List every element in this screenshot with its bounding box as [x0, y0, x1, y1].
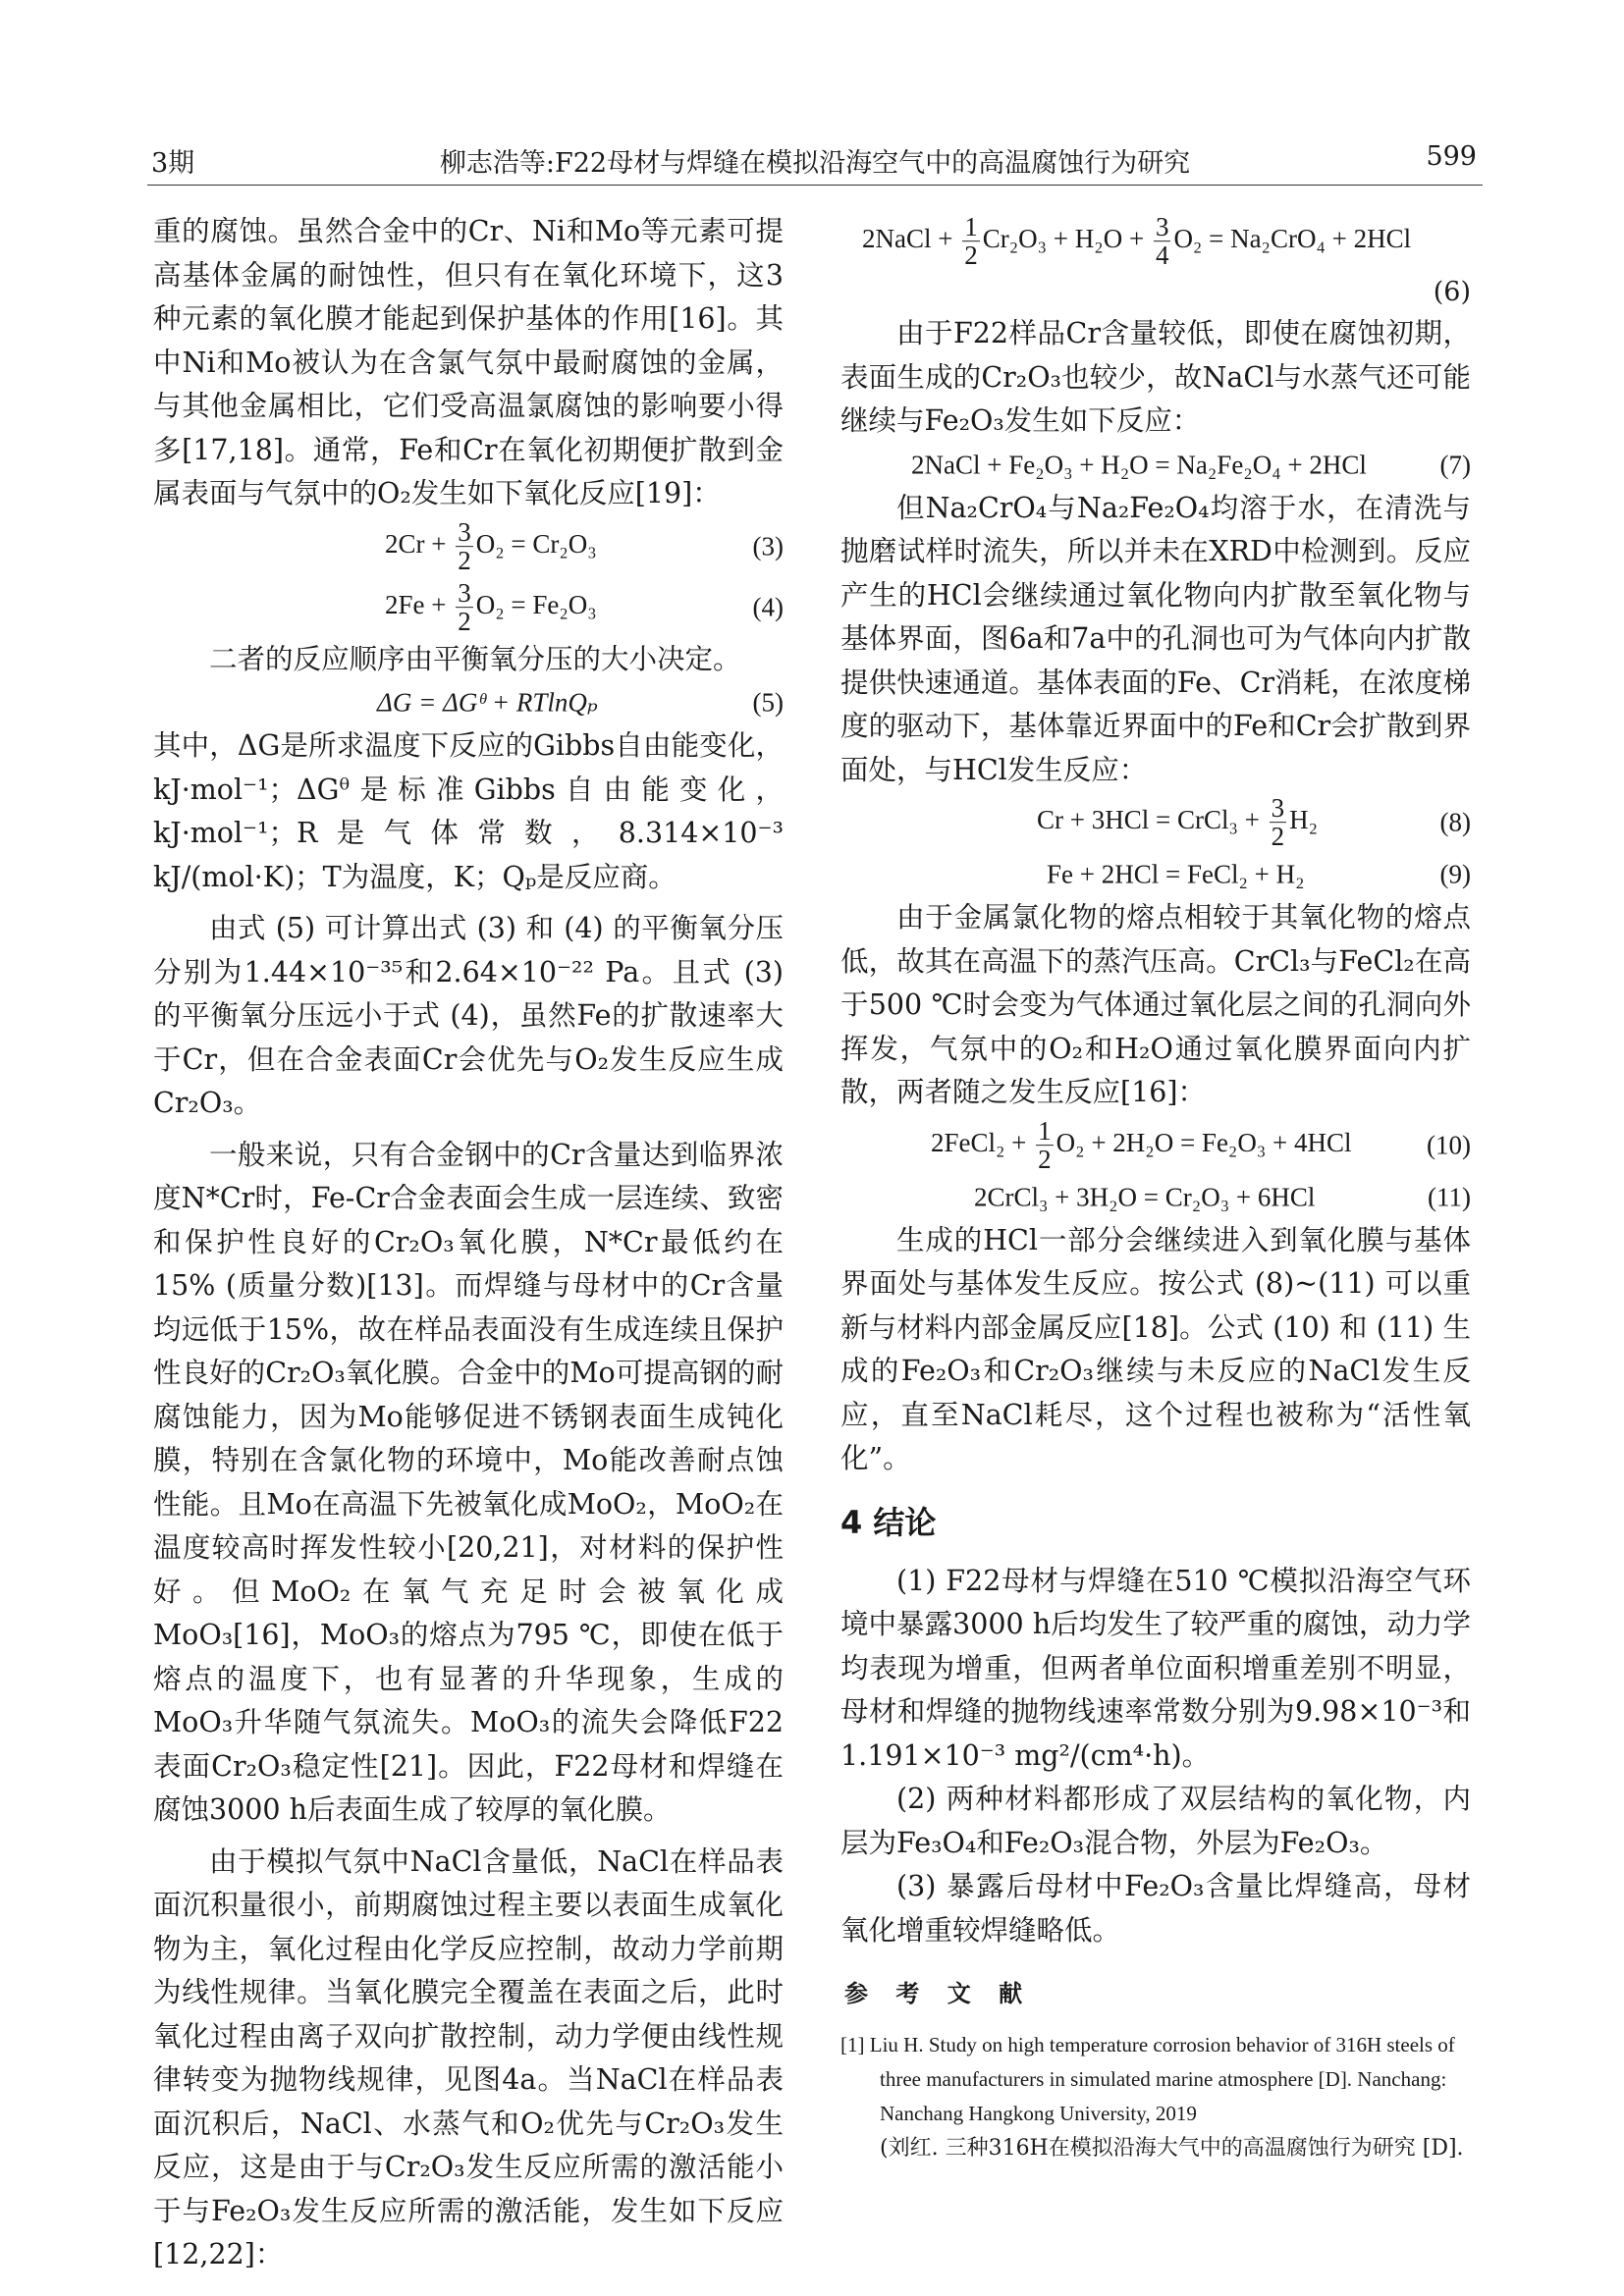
equation-10: 2FeCl₂ + $\frac{1}{2}$ O₂ + 2H₂O = Fe₂O₃ + 4HCl (10) [931, 1115, 1471, 1174]
equation-number: (4) [752, 592, 784, 621]
paragraph: 生成的HCl一部分会继续进入到氧化膜与基体界面处与基体发生反应。按公式 (8)~(11) 可以重新与材料内部金属反应[18]。公式 (10) 和 (11) 生成的Fe₂O₃和Cr₂O₃继续与未反应的NaCl发生反应，直至NaCl耗尽，这个过程也被称为“活性氧化”。 [840, 1223, 1471, 1474]
paragraph: 但Na₂CrO₄与Na₂Fe₂O₄均溶于水，在清洗与抛磨试样时流失，所以并未在XRD中检测到。反应产生的HCl会继续通过氧化物向内扩散至氧化物与基体界面，图6a和7a中的孔洞也可为气体向内扩散提供快速通道。基体表面的Fe、Cr消耗，在浓度梯度的驱动下，基体靠近界面中的Fe和Cr会扩散到界面处，与HCl发生反应： [840, 491, 1471, 786]
equation-number: (9) [1439, 859, 1471, 889]
equation-4: 2Fe + $\frac{3}{2}$ O₂ = Fe₂O₃ (4) [385, 577, 784, 636]
running-header [147, 137, 1483, 187]
equation-7: 2NaCl + Fe₂O₃ + H₂O = Na₂Fe₂O₄ + 2HCl (7) [911, 450, 1471, 479]
equation-number: (3) [752, 531, 784, 561]
left-column [153, 210, 784, 2277]
paragraph: 一般来说，只有合金钢中的Cr含量达到临界浓度N*Cr时，Fe-Cr合金表面会生成一层连续、致密和保护性良好的Cr₂O₃氧化膜，N*Cr最低约在15% (质量分数)[13]。而焊缝与母材中的Cr含量均远低于15%，故在样品表面没有生成连续且保护性良好的Cr₂O₃氧化膜。合金中的Mo可提高钢的耐腐蚀能力，因为Mo能够促进不锈钢表面生成钝化膜，特别在含氯化物的环境中，Mo能改善耐点蚀性能。且Mo在高温下先被氧化成MoO₂，MoO₂在温度较高时挥发性较小[20,21]，对材料的保护性好。但MoO₂在氧气充足时会被氧化成MoO₃[16]，MoO₃的熔点为795 ℃，即使在低于熔点的温度下，也有显著的升华现象，生成的MoO₃升华随气氛流失。MoO₃的流失会降低F22表面Cr₂O₃稳定性[21]。因此，F22母材和焊缝在腐蚀3000 h后表面生成了较厚的氧化膜。 [153, 1138, 784, 1826]
equation-number: (8) [1439, 807, 1471, 837]
paragraph: 由于模拟气氛中NaCl含量低，NaCl在样品表面沉积量很小，前期腐蚀过程主要以表面生成氧化物为主，氧化过程由化学反应控制，故动力学前期为线性规律。当氧化膜完全覆盖在表面之后，此时氧化过程由离子双向扩散控制，动力学便由线性规律转变为抛物线规律，见图4a。当NaCl在样品表面沉积后，NaCl、水蒸气和O₂优先与Cr₂O₃发生反应，这是由于与Cr₂O₃发生反应所需的激活能小于与Fe₂O₃发生反应所需的激活能，发生如下反应[12,22]： [153, 1844, 784, 2270]
equation-6: 2NaCl + $\frac{1}{2}$ Cr₂O₃ + H₂O + $\frac{3}{4}$ O₂ = Na₂CrO₄ + 2HCl [862, 212, 1412, 271]
paragraph: 由于金属氯化物的熔点相较于其氧化物的熔点低，故其在高温下的蒸汽压高。CrCl₃与FeCl₂在高于500 ℃时会变为气体通过氧化层之间的孔洞向外挥发，气氛中的O₂和H₂O通过氧化膜界面向内扩散，两者随之发生反应[16]： [840, 901, 1471, 1108]
section-heading: 4 结论 [840, 1503, 937, 1541]
equation-number: (10) [1427, 1130, 1471, 1159]
equation-number: (11) [1428, 1182, 1471, 1211]
conclusion-2: (2) 两种材料都形成了双层结构的氧化物，内层为Fe₃O₄和Fe₂O₃混合物，外层为Fe₂O₃。 [840, 1783, 1471, 1859]
paragraph: 二者的反应顺序由平衡氧分压的大小决定。 [209, 642, 741, 675]
equation-8: Cr + 3HCl = CrCl₃ + $\frac{3}{2}$ H₂ (8) [1037, 793, 1471, 852]
conclusion-1: (1) F22母材与焊缝在510 ℃模拟沿海空气环境中暴露3000 h后均发生了较严重的腐蚀，动力学均表现为增重，但两者单位面积增重差别不明显，母材和焊缝的抛物线速率常数分别为9.98×10⁻³和1.191×10⁻³ mg²/(cm⁴·h)。 [840, 1564, 1471, 1772]
equation-11: 2CrCl₃ + 3H₂O = Cr₂O₃ + 6HCl (11) [974, 1182, 1471, 1211]
references-heading: 参 考 文 献 [844, 1980, 1033, 2007]
paragraph: 由式 (5) 可计算出式 (3) 和 (4) 的平衡氧分压分别为1.44×10⁻³⁵和2.64×10⁻²² Pa。且式 (3) 的平衡氧分压远小于式 (4)，虽然Fe的扩散速率大于Cr，但在合金表面Cr会优先与O₂发生反应生成Cr₂O₃。 [153, 912, 784, 1119]
issue-label: 3期 [151, 148, 195, 179]
header-rule [147, 185, 1483, 186]
conclusion-3: (3) 暴露后母材中Fe₂O₃含量比焊缝高，母材氧化增重较焊缝略低。 [840, 1870, 1471, 1947]
equation-number: (6) [1433, 277, 1471, 307]
equation-number: (5) [752, 687, 784, 718]
right-column [840, 210, 1471, 2166]
page-number: 599 [1426, 141, 1477, 172]
equation-3: 2Cr + $\frac{3}{2}$ O₂ = Cr₂O₃ (3) [385, 516, 784, 575]
equation-number: (7) [1439, 450, 1471, 479]
equation-9: Fe + 2HCl = FeCl₂ + H₂ (9) [1047, 859, 1471, 889]
reference-item: [1] Liu H. Study on high temperature corrosion behavior of 316H steels of three manufacturers in simulated marine atmosphere [D]. Nanchang: Nanchang Hangkong University, 2019 [840, 2033, 1455, 2125]
paragraph: 重的腐蚀。虽然合金中的Cr、Ni和Mo等元素可提高基体金属的耐蚀性，但只有在氧化环境下，这3种元素的氧化膜才能起到保护基体的作用[16]。其中Ni和Mo被认为在含氯气氛中最耐腐蚀的金属，与其他金属相比，它们受高温氯腐蚀的影响要小得多[17,18]。通常，Fe和Cr在氧化初期便扩散到金属表面与气氛中的O₂发生如下氧化反应[19]： [153, 215, 784, 509]
equation-5: ΔG = ΔGᶿ + RTlnQₚ (5) [377, 687, 784, 718]
paragraph: 由于F22样品Cr含量较低，即使在腐蚀初期，表面生成的Cr₂O₃也较少，故NaCl与水蒸气还可能继续与Fe₂O₃发生如下反应： [840, 317, 1471, 437]
reference-item-chinese: (刘红. 三种316H在模拟沿海大气中的高温腐蚀行为研究 [D]. [880, 2136, 1464, 2161]
running-title: 柳志浩等:F22母材与焊缝在模拟沿海空气中的高温腐蚀行为研究 [439, 148, 1191, 179]
paragraph: 其中，ΔG是所求温度下反应的Gibbs自由能变化，kJ·mol⁻¹；ΔGᶿ是标准Gibbs自由能变化，kJ·mol⁻¹；R是气体常数，8.314×10⁻³ kJ/(mol·K)；T为温度，K；Qₚ是反应商。 [153, 729, 784, 893]
